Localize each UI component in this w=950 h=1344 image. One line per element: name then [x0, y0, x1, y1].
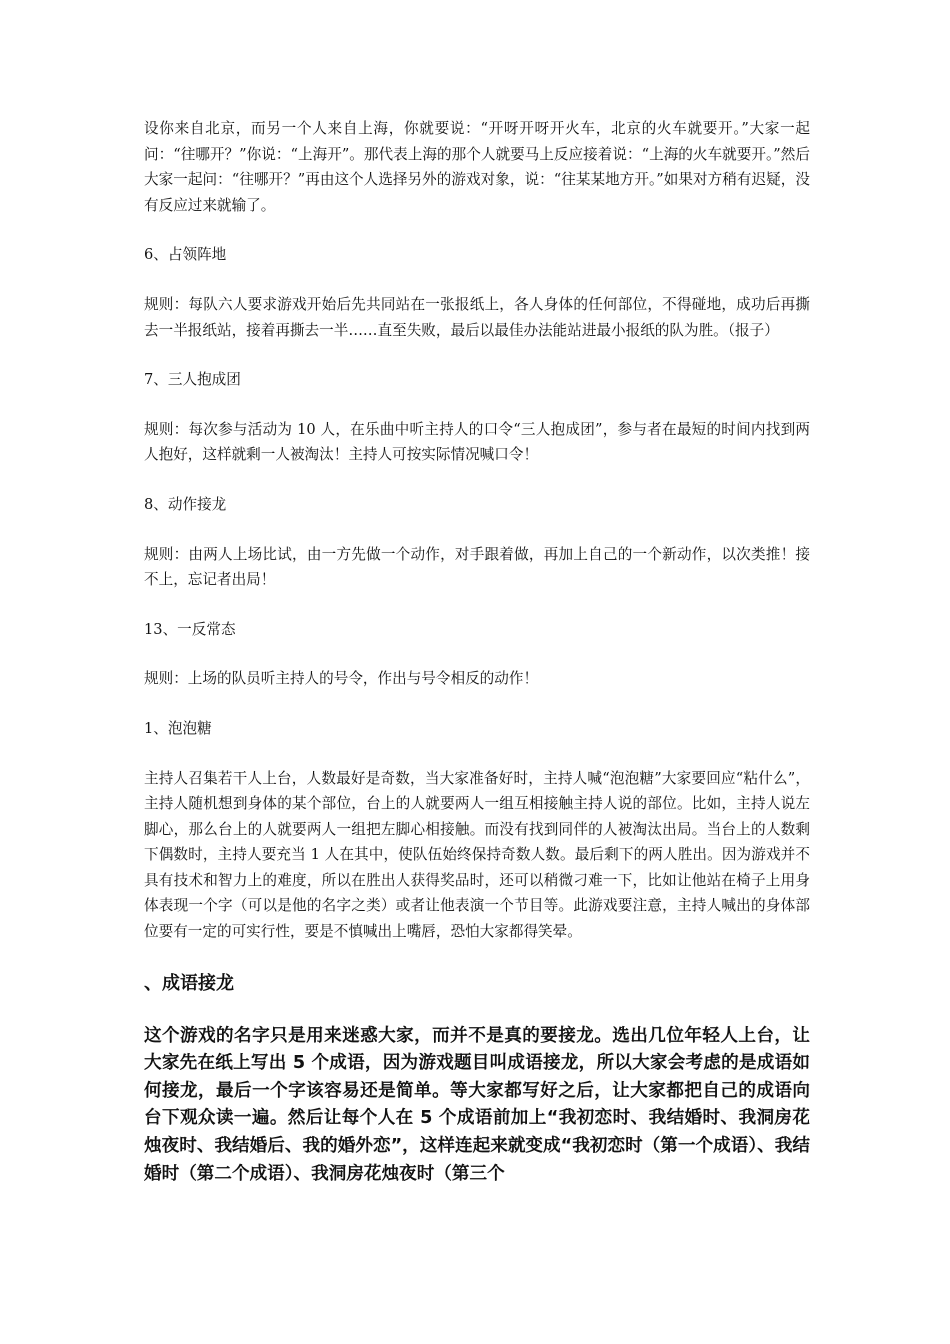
- game-8-rule: 规则：由两人上场比试，由一方先做一个动作，对手跟着做，再加上自己的一个新动作，以次类推！接不上，忘记者出局！: [144, 545, 810, 589]
- game-13-title: 13、一反常态: [144, 620, 236, 638]
- intro-paragraph: 设你来自北京，而另一个人来自上海，你就要说：“开呀开呀开火车，北京的火车就要开。”大家一起问：“往哪开？”你说：“上海开”。那代表上海的那个人就要马上反应接着说：“上海的火车就要开。”然后大家一起问：“往哪开？”再由这个人选择另外的游戏对象，说：“往某某地方开。”如果对方稍有迟疑，没有反应过来就输了。: [144, 120, 810, 214]
- game-1-rule: 主持人召集若干人上台，人数最好是奇数，当大家准备好时，主持人喊“泡泡糖”大家要回应“粘什么”，主持人随机想到身体的某个部位，台上的人就要两人一组互相接触主持人说的部位。比如，主持人说左脚心，那么台上的人就要两人一组把左脚心相接触。而没有找到同伴的人被淘汰出局。当台上的人数剩下偶数时，主持人要充当 1 人在其中，使队伍始终保持奇数人数。最后剩下的两人胜出。因为游戏并不具有技术和智力上的难度，所以在胜出人获得奖品时，还可以稍微刁难一下，比如让他站在椅子上用身体表现一个字（可以是他的名字之类）或者让他表演一个节目等。此游戏要注意，主持人喊出的身体部位要有一定的可实行性，要是不慎喊出上嘴唇，恐怕大家都得笑晕。: [144, 769, 810, 941]
- game-1-title: 1、泡泡糖: [144, 719, 212, 737]
- game-7-rule: 规则：每次参与活动为 10 人，在乐曲中听主持人的口令“三人抱成团”，参与者在最短的时间内找到两人抱好，这样就剩一人被淘汰！主持人可按实际情况喊口令！: [144, 420, 810, 464]
- idiom-game-heading: 、成语接龙: [144, 972, 234, 994]
- game-6-rule: 规则：每队六人要求游戏开始后先共同站在一张报纸上，各人身体的任何部位，不得碰地，成功后再撕去一半报纸站，接着再撕去一半……直至失败，最后以最佳办法能站进最小报纸的队为胜。（报子）: [144, 295, 810, 339]
- game-7-title: 7、三人抱成团: [144, 371, 241, 389]
- game-13-rule: 规则：上场的队员听主持人的号令，作出与号令相反的动作！: [144, 670, 539, 688]
- game-6-title: 6、占领阵地: [144, 246, 227, 264]
- game-8-title: 8、动作接龙: [144, 495, 227, 513]
- idiom-game-paragraph: 这个游戏的名字只是用来迷惑大家，而并不是真的要接龙。选出几位年轻人上台，让大家先在纸上写出 5 个成语，因为游戏题目叫成语接龙，所以大家会考虑的是成语如何接龙，最后一个字该容易还是简单。等大家都写好之后，让大家都把自己的成语向台下观众读一遍。然后让每个人在 5 个成语前加上“我初恋时、我结婚时、我洞房花烛夜时、我结婚后、我的婚外恋”，这样连起来就变成“我初恋时（第一个成语）、我结婚时（第二个成语）、我洞房花烛夜时（第三个: [144, 1025, 810, 1184]
- document-body: [144, 116, 810, 1188]
